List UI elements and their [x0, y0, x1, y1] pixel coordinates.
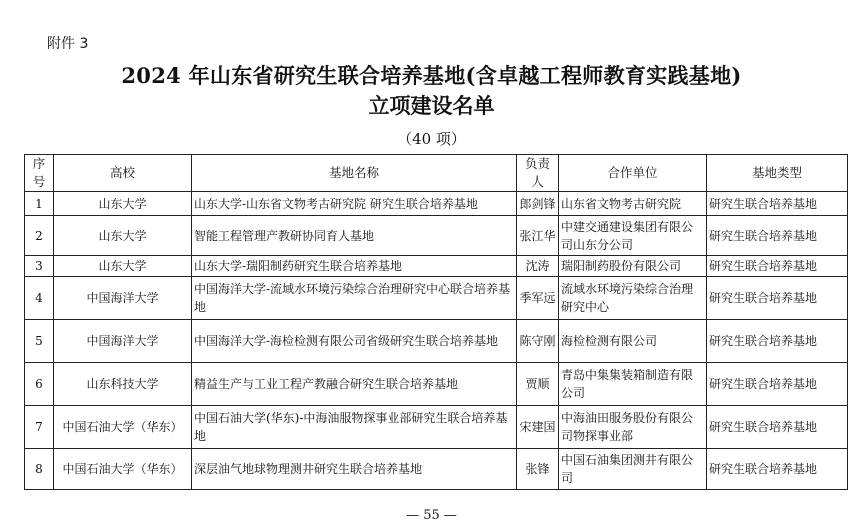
- cell-school: 山东科技大学: [54, 363, 192, 406]
- cell-base-type: 研究生联合培养基地: [707, 363, 848, 406]
- cell-leader: 宋建国: [517, 406, 559, 449]
- cell-base-type: 研究生联合培养基地: [707, 406, 848, 449]
- cell-school: 中国石油大学（华东）: [54, 449, 192, 490]
- cell-partner: 中海油田服务股份有限公司物探事业部: [559, 406, 707, 449]
- cell-base-type: 研究生联合培养基地: [707, 216, 848, 256]
- cell-no: 5: [25, 320, 54, 363]
- cell-leader: 郎剑锋: [517, 192, 559, 216]
- cell-leader: 季军远: [517, 277, 559, 320]
- cell-base-type: 研究生联合培养基地: [707, 320, 848, 363]
- cell-no: 2: [25, 216, 54, 256]
- cell-base-name: 中国海洋大学-流域水环境污染综合治理研究中心联合培养基地: [192, 277, 517, 320]
- cell-base-name: 山东大学-山东省文物考古研究院 研究生联合培养基地: [192, 192, 517, 216]
- cell-base-name: 山东大学-瑞阳制药研究生联合培养基地: [192, 256, 517, 277]
- document-subtitle: 立项建设名单: [368, 93, 495, 118]
- table-header-row: [25, 155, 848, 192]
- cell-school: 山东大学: [54, 192, 192, 216]
- cell-school: 山东大学: [54, 216, 192, 256]
- cell-leader: 张江华: [517, 216, 559, 256]
- project-table: [24, 154, 848, 490]
- cell-base-type: 研究生联合培养基地: [707, 449, 848, 490]
- cell-leader: 张锋: [517, 449, 559, 490]
- table-row: [25, 363, 848, 406]
- cell-partner: 中国石油集团测井有限公司: [559, 449, 707, 490]
- item-count: （40 项）: [397, 130, 466, 148]
- table-row: [25, 256, 848, 277]
- cell-no: 7: [25, 406, 54, 449]
- cell-partner: 山东省文物考古研究院: [559, 192, 707, 216]
- header-partner: 合作单位: [559, 155, 707, 192]
- cell-no: 8: [25, 449, 54, 490]
- header-school: 高校: [54, 155, 192, 192]
- cell-school: 中国海洋大学: [54, 277, 192, 320]
- table-row: [25, 216, 848, 256]
- header-no: 序号: [25, 155, 54, 192]
- attachment-label: 附件 3: [47, 36, 89, 52]
- cell-partner: 青岛中集集装箱制造有限公司: [559, 363, 707, 406]
- cell-base-type: 研究生联合培养基地: [707, 192, 848, 216]
- cell-school: 山东大学: [54, 256, 192, 277]
- cell-partner: 中建交通建设集团有限公司山东分公司: [559, 216, 707, 256]
- cell-base-name: 中国石油大学(华东)-中海油服物探事业部研究生联合培养基地: [192, 406, 517, 449]
- cell-leader: 陈守刚: [517, 320, 559, 363]
- table-row: [25, 277, 848, 320]
- cell-partner: 瑞阳制药股份有限公司: [559, 256, 707, 277]
- cell-base-name: 深层油气地球物理测井研究生联合培养基地: [192, 449, 517, 490]
- table-row: [25, 406, 848, 449]
- page-number: — 55 —: [406, 508, 457, 523]
- table-row: [25, 449, 848, 490]
- header-base-type: 基地类型: [707, 155, 848, 192]
- table-row: [25, 320, 848, 363]
- cell-no: 1: [25, 192, 54, 216]
- cell-leader: 贾顺: [517, 363, 559, 406]
- cell-no: 3: [25, 256, 54, 277]
- cell-school: 中国石油大学（华东）: [54, 406, 192, 449]
- cell-base-name: 精益生产与工业工程产教融合研究生联合培养基地: [192, 363, 517, 406]
- cell-school: 中国海洋大学: [54, 320, 192, 363]
- table-row: [25, 192, 848, 216]
- header-base-name: 基地名称: [192, 155, 517, 192]
- cell-base-type: 研究生联合培养基地: [707, 256, 848, 277]
- cell-partner: 流域水环境污染综合治理研究中心: [559, 277, 707, 320]
- cell-partner: 海检检测有限公司: [559, 320, 707, 363]
- cell-base-name: 智能工程管理产教研协同育人基地: [192, 216, 517, 256]
- cell-no: 4: [25, 277, 54, 320]
- cell-base-type: 研究生联合培养基地: [707, 277, 848, 320]
- document-title: 2024 年山东省研究生联合培养基地(含卓越工程师教育实践基地): [121, 63, 742, 88]
- cell-leader: 沈涛: [517, 256, 559, 277]
- cell-base-name: 中国海洋大学-海检检测有限公司省级研究生联合培养基地: [192, 320, 517, 363]
- cell-no: 6: [25, 363, 54, 406]
- header-leader: 负责人: [517, 155, 559, 192]
